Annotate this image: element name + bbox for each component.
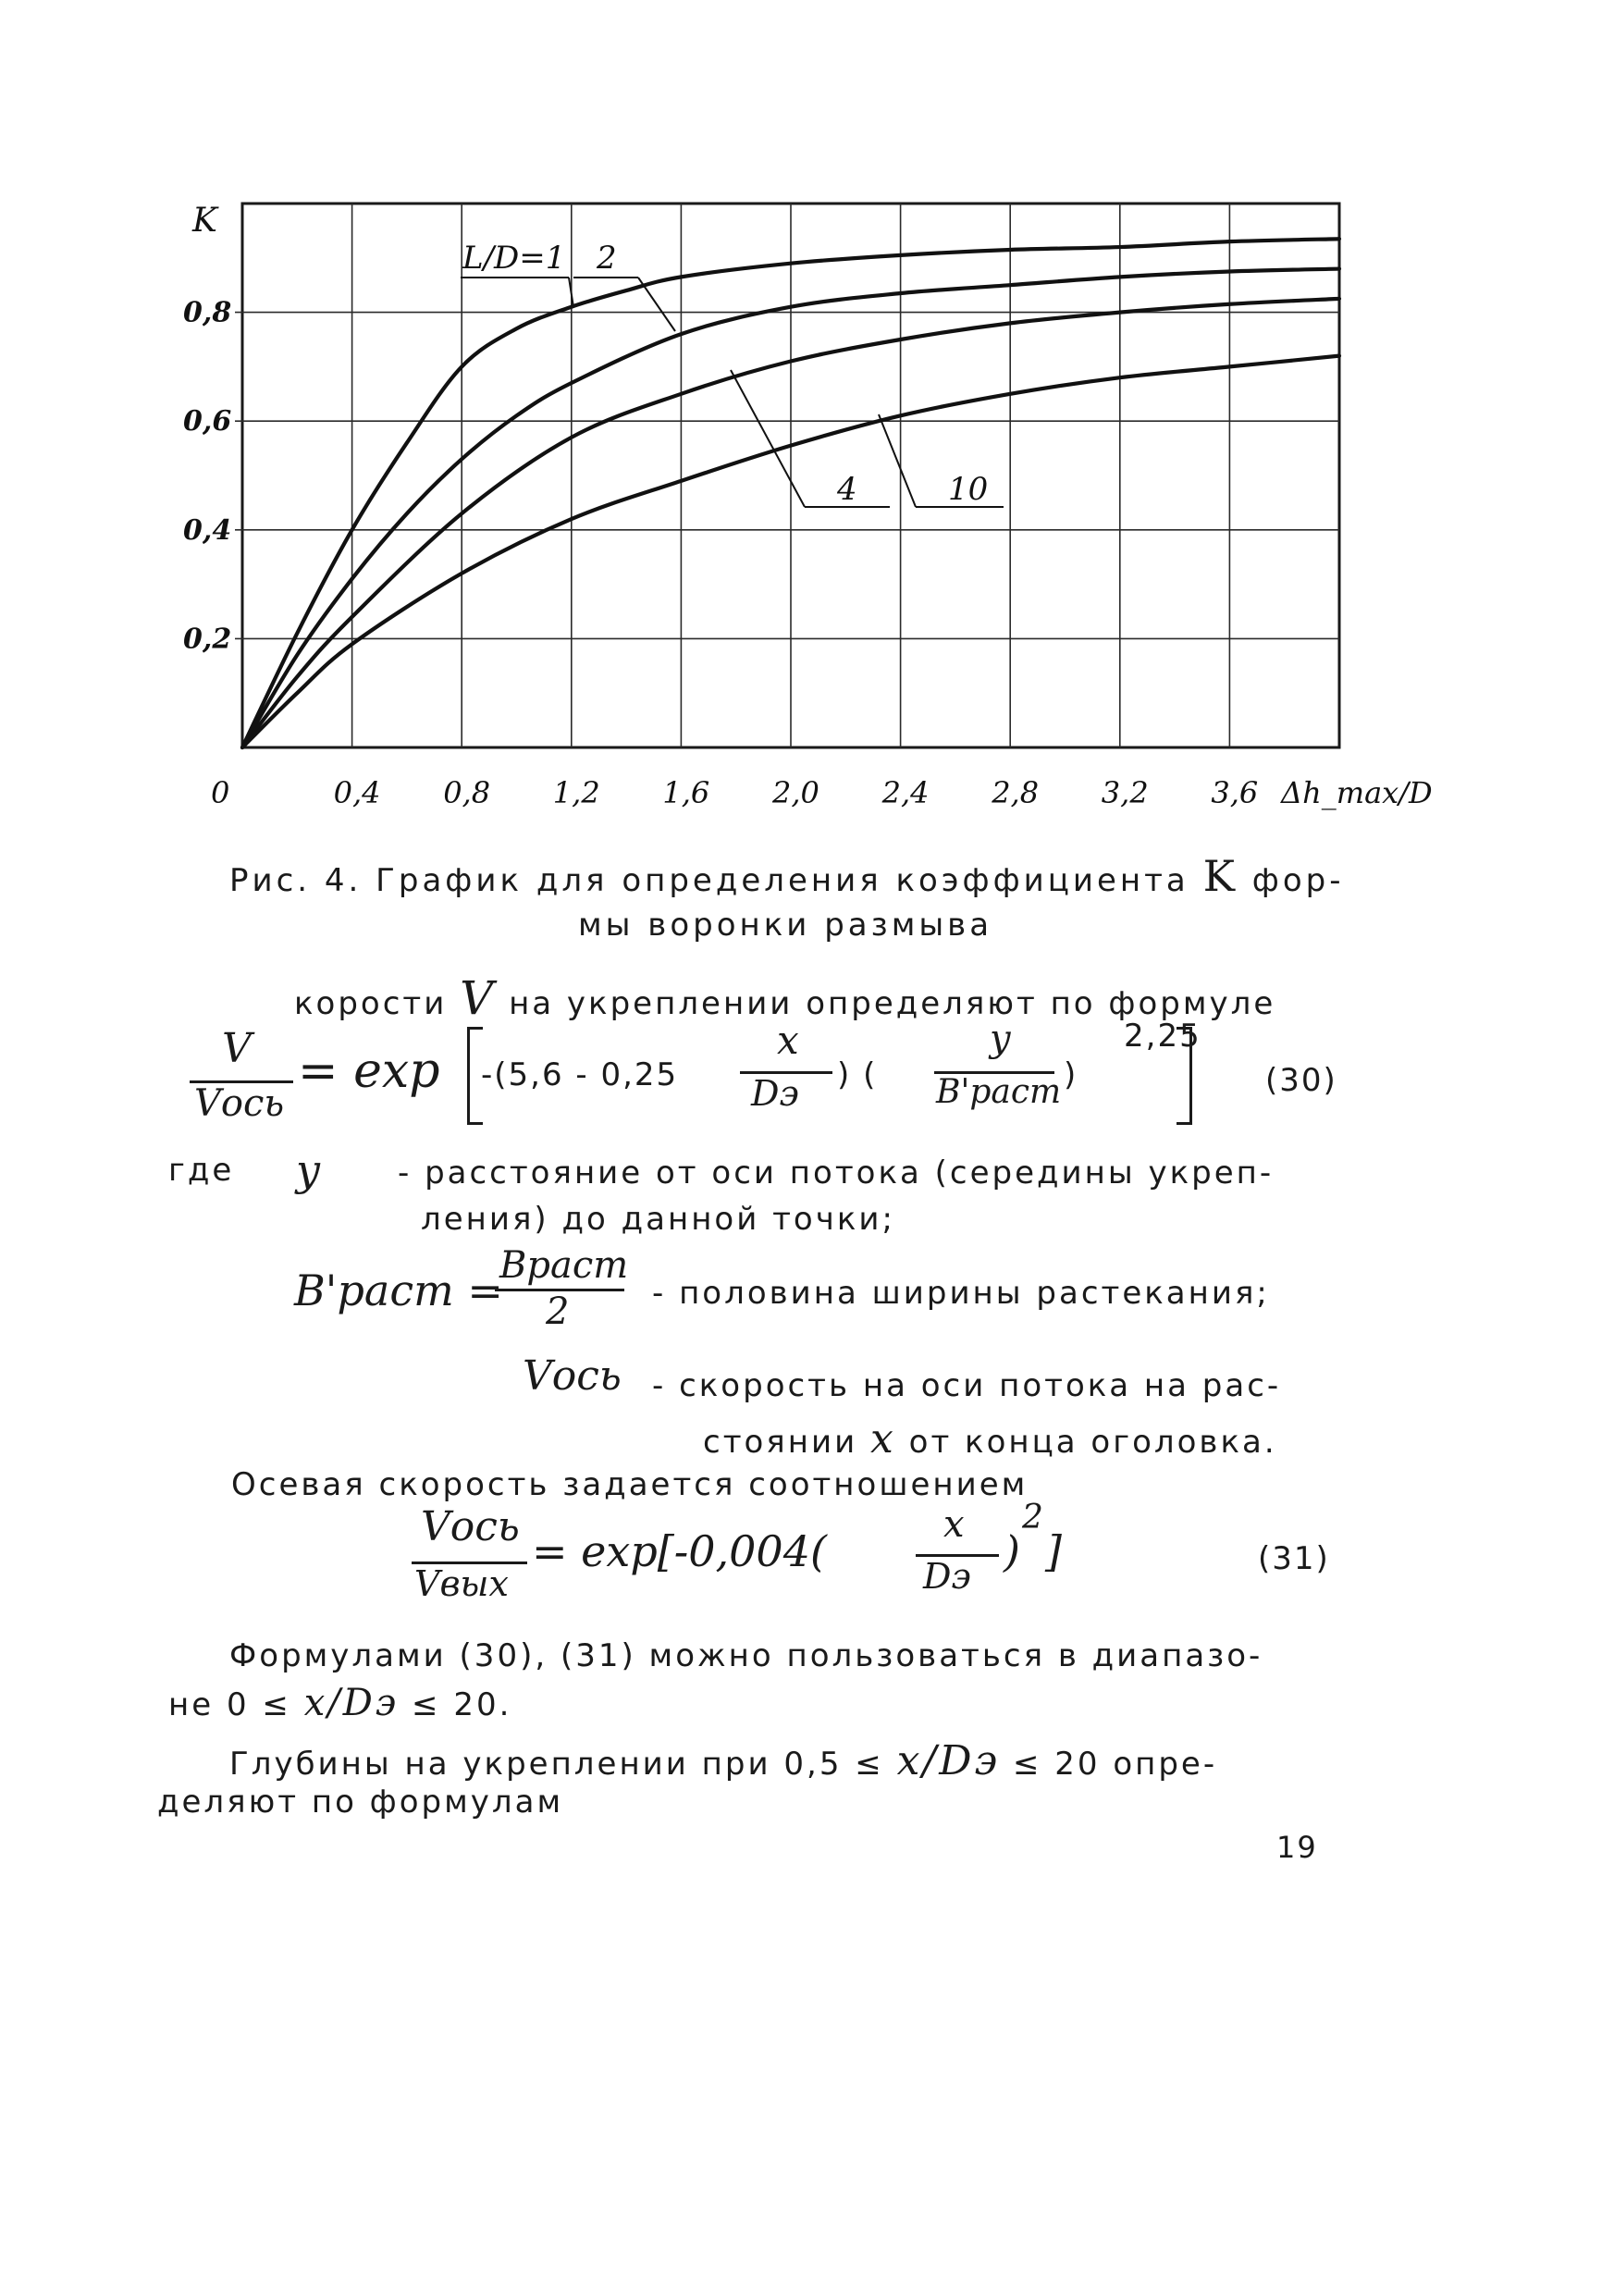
f31-lhs-numerator: Vось — [421, 1503, 520, 1550]
vos-desc-line1: - скорость на оси потока на рас- — [652, 1367, 1282, 1404]
b-formula-lhs: B'раст = — [294, 1265, 503, 1315]
page-number: 19 — [1276, 1830, 1318, 1865]
x-tick-label: 0,4 — [333, 775, 381, 810]
b-formula-denominator: 2 — [546, 1290, 570, 1333]
x-tick-label: 1,6 — [662, 775, 710, 810]
depth-line2: деляют по формулам — [157, 1784, 564, 1821]
y-tick-label: 0,2 — [183, 623, 232, 656]
caption-k-symbol: K — [1202, 851, 1238, 901]
x-tick-label: 1,2 — [552, 775, 600, 810]
series-label: L/D=1 — [462, 240, 566, 277]
x-tick-label: 3,2 — [1101, 775, 1149, 810]
f30-frac2-numerator: y — [990, 1018, 1011, 1060]
f30-lhs-numerator: V — [222, 1025, 252, 1072]
series-label: 2 — [597, 240, 617, 277]
y-symbol: y — [296, 1145, 320, 1195]
series-label: 4 — [837, 471, 857, 508]
f30-inner-prefix: -(5,6 - 0,25 — [481, 1056, 679, 1093]
series-label: 10 — [948, 471, 989, 508]
x-tick-label: 0 — [211, 775, 230, 810]
depth-line1 — [229, 1737, 1217, 1784]
callout-leader — [638, 278, 675, 331]
f30-exp: = exp — [298, 1043, 440, 1099]
vos-symbol: Vось — [523, 1352, 622, 1400]
range-line2 — [168, 1682, 511, 1724]
vos-desc-line2 — [703, 1415, 1277, 1463]
f31-rhs-suffix: ) — [1004, 1526, 1020, 1576]
f31-rhs-prefix: = exp[-0,004( — [532, 1526, 827, 1576]
f31-frac-numerator: x — [943, 1503, 965, 1546]
vos-desc-prefix: стоянии — [703, 1424, 858, 1461]
f30-right-bracket — [1177, 1027, 1192, 1125]
f30-inner-suffix: ) — [1064, 1056, 1078, 1093]
caption-text-prefix: Рис. 4. График для определения коэффициента — [229, 862, 1189, 899]
y-desc-line1: - расстояние от оси потока (середины укреп- — [398, 1154, 1275, 1191]
x-tick-label: 3,6 — [1211, 775, 1259, 810]
y-tick-label: 0,4 — [183, 513, 232, 547]
callout-leader — [879, 414, 916, 507]
y-desc-line2: ления) до данной точки; — [421, 1201, 895, 1238]
f30-exponent: 2,25 — [1124, 1018, 1201, 1055]
line1-suffix: на укреплении определяют по формуле — [509, 985, 1276, 1022]
velocity-symbol: V — [460, 971, 497, 1025]
x-tick-label: 2,0 — [772, 775, 819, 810]
x-tick-label: 2,8 — [992, 775, 1040, 810]
depth-line1-suffix: ≤ 20 опре- — [1012, 1746, 1218, 1783]
figure-caption-line1 — [229, 851, 1345, 901]
range-line2-math: x/Dэ — [303, 1682, 400, 1724]
range-line2-prefix: не 0 ≤ — [168, 1686, 291, 1723]
x-tick-label: 0,8 — [443, 775, 491, 810]
y-tick-label: 0,6 — [183, 405, 232, 438]
f31-lhs-denominator: Vвых — [414, 1563, 509, 1604]
range-line1: Формулами (30), (31) можно пользоваться в диапазо- — [229, 1637, 1263, 1674]
line1-prefix: корости — [294, 985, 448, 1022]
vos-desc-suffix: от конца оголовка. — [908, 1424, 1277, 1461]
b-formula-numerator: Bраст — [499, 1244, 629, 1287]
x-tick-label: 2,4 — [881, 775, 930, 810]
caption-text-suffix: фор- — [1251, 862, 1345, 899]
axial-intro: Осевая скорость задается соотношением — [231, 1466, 1029, 1503]
x-axis-label: Δh_max/D — [1281, 775, 1433, 810]
f30-frac1-numerator: x — [777, 1018, 799, 1063]
f31-close-bracket: ] — [1045, 1526, 1062, 1576]
b-formula-desc: - половина ширины растекания; — [652, 1275, 1270, 1312]
chart-ticks-layer — [183, 297, 1258, 810]
f31-exponent: 2 — [1022, 1499, 1043, 1537]
chart-labels-layer — [191, 202, 1433, 810]
figure-caption-line2: мы воронки размыва — [578, 907, 993, 944]
f31-number: (31) — [1258, 1540, 1330, 1577]
where-label: где — [168, 1152, 235, 1189]
depth-line1-math: x/Dэ — [896, 1737, 1001, 1784]
vos-desc-x: x — [870, 1415, 896, 1463]
f30-lhs-denominator: Vось — [194, 1082, 285, 1125]
f30-inner-mid: ) ( — [837, 1056, 878, 1093]
f30-frac1-denominator: Dэ — [751, 1073, 799, 1114]
f30-number: (30) — [1265, 1062, 1337, 1099]
y-tick-label: 0,8 — [183, 296, 232, 329]
callout-leader — [731, 370, 805, 507]
range-line2-suffix: ≤ 20. — [412, 1686, 512, 1723]
f31-frac-denominator: Dэ — [923, 1556, 971, 1597]
depth-line1-prefix: Глубины на укреплении при 0,5 ≤ — [229, 1746, 884, 1783]
y-axis-label: K — [192, 202, 217, 240]
k-coefficient-chart — [0, 0, 1614, 888]
f30-frac2-denominator: B'раст — [936, 1073, 1062, 1111]
